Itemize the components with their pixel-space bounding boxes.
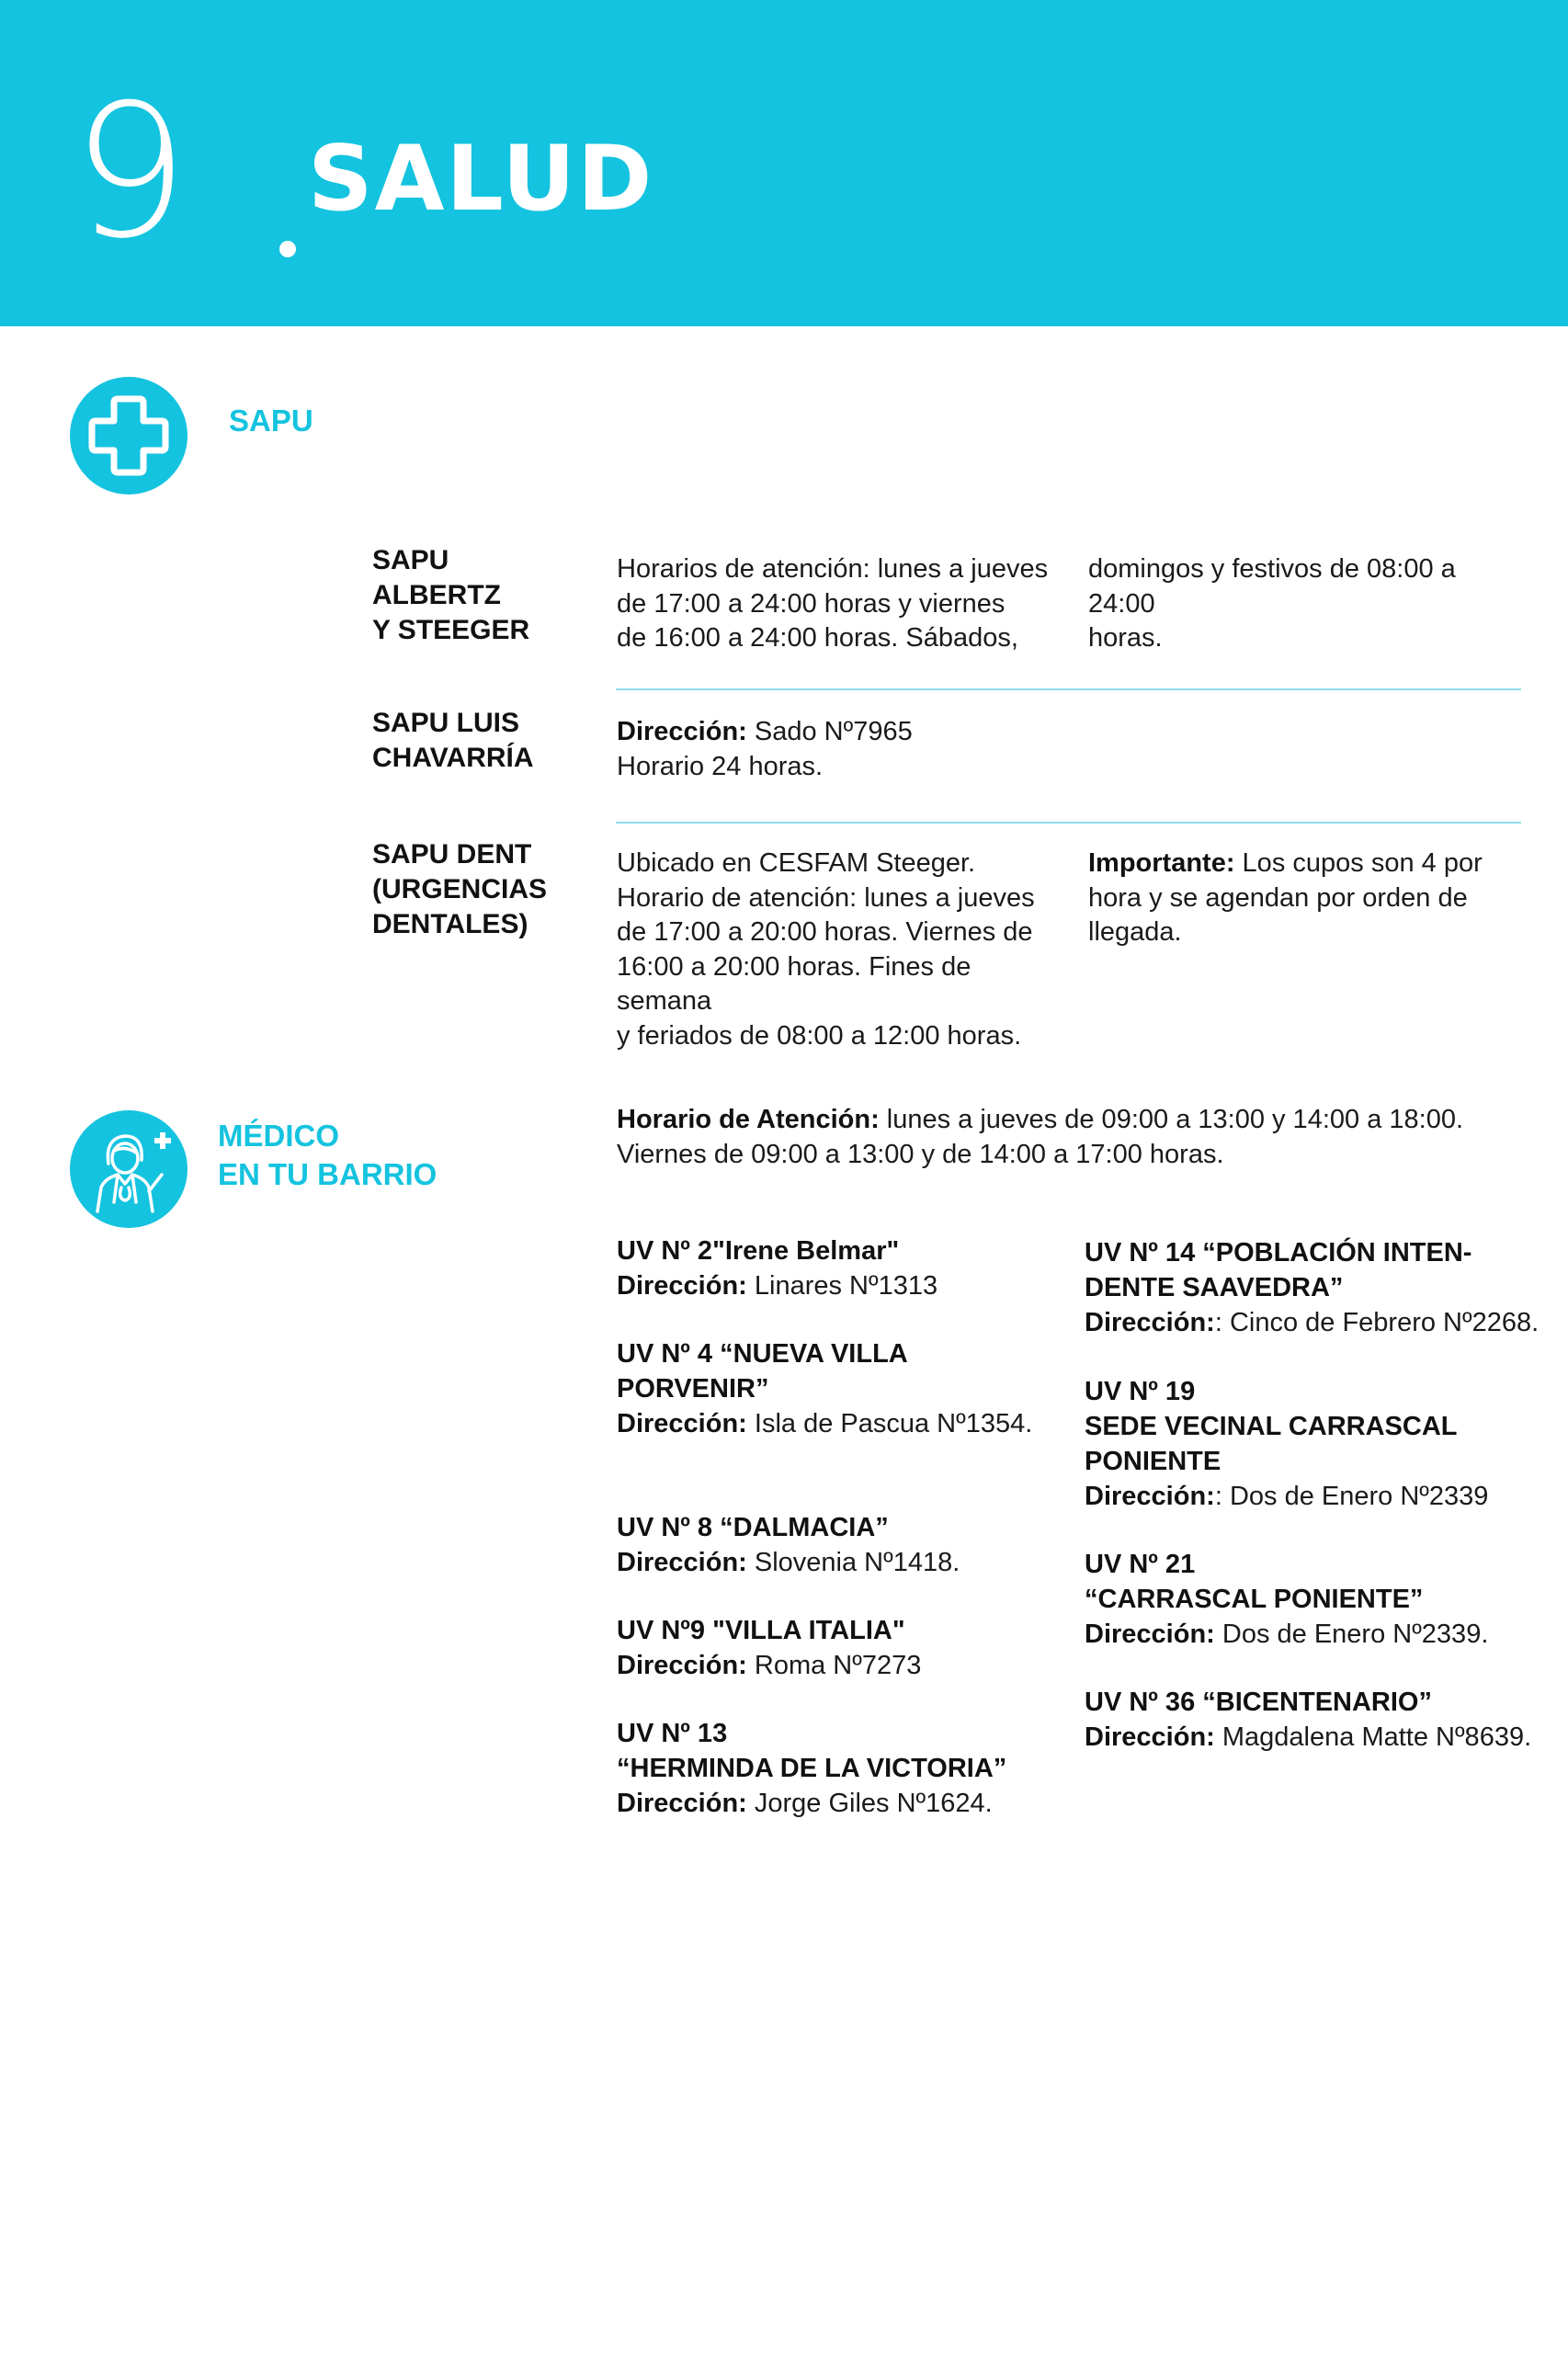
plus-cross-icon [70,377,187,494]
chapter-header [0,0,1568,326]
list-item: UV Nº 21 “CARRASCAL PONIENTE” Dirección: Dos de Enero Nº2339. [1085,1550,1489,1649]
row-divider [616,822,1521,824]
list-item: UV Nº 8 “DALMACIA” Dirección: Slovenia Nº1418. [617,1513,960,1577]
list-item: UV Nº 2"Irene Belmar" Dirección: Linares Nº1313 [617,1236,938,1301]
section-label-sapu: SAPU [229,404,313,438]
row-divider [616,688,1521,690]
list-item: UV Nº 36 “BICENTENARIO” Dirección: Magdalena Matte Nº8639. [1085,1688,1532,1752]
row-label-sapu-albertz: SAPU ALBERTZ Y STEEGER [372,545,530,645]
section-label-medico-en-tu-barrio: MÉDICO EN TU BARRIO [218,1119,437,1191]
doctor-icon [70,1110,187,1228]
sapu-dent-hours-col1: Ubicado en CESFAM Steeger. Horario de atención: lunes a jueves de 17:00 a 20:00 horas. Viernes de 16:00 a 20:00 horas. Fines de semana y feriados de 08:00 a 12:00 horas. [617,848,1035,1051]
chapter-number-dot [279,241,296,257]
chapter-title: SALUD [308,127,654,232]
sapu-luis-chavarria-info: Dirección: Sado Nº7965 Horario 24 horas. [617,717,913,781]
list-item: UV Nº9 "VILLA ITALIA" Dirección: Roma Nº7273 [617,1616,922,1680]
list-item: UV Nº 13 “HERMINDA DE LA VICTORIA” Dirección: Jorge Giles Nº1624. [617,1719,1007,1818]
medico-hours: Horario de Atención: lunes a jueves de 09:00 a 13:00 y 14:00 a 18:00. Viernes de 09:00 a 13:00 y de 14:00 a 17:00 horas. [617,1105,1464,1169]
sapu-albertz-hours-col1: Horarios de atención: lunes a jueves de 17:00 a 24:00 horas y viernes de 16:00 a 24:00 horas. Sábados, [617,554,1049,653]
sapu-dent-important-note: Importante: Los cupos son 4 por hora y se agendan por orden de llegada. [1088,848,1483,947]
row-label-sapu-dent: SAPU DENT (URGENCIAS DENTALES) [372,839,548,939]
list-item: UV Nº 19 SEDE VECINAL CARRASCAL PONIENTE Dirección:: Dos de Enero Nº2339 [1085,1377,1489,1511]
sapu-albertz-hours-col2: domingos y festivos de 08:00 a 24:00 horas. [1088,554,1456,653]
row-label-sapu-luis-chavarria: SAPU LUIS CHAVARRÍA [372,708,534,773]
chapter-number: 9 [72,81,185,265]
list-item: UV Nº 4 “NUEVA VILLA PORVENIR” Dirección: Isla de Pascua Nº1354. [617,1339,1033,1438]
list-item: UV Nº 14 “POBLACIÓN INTEN- DENTE SAAVEDRA” Dirección:: Cinco de Febrero Nº2268. [1085,1238,1540,1337]
